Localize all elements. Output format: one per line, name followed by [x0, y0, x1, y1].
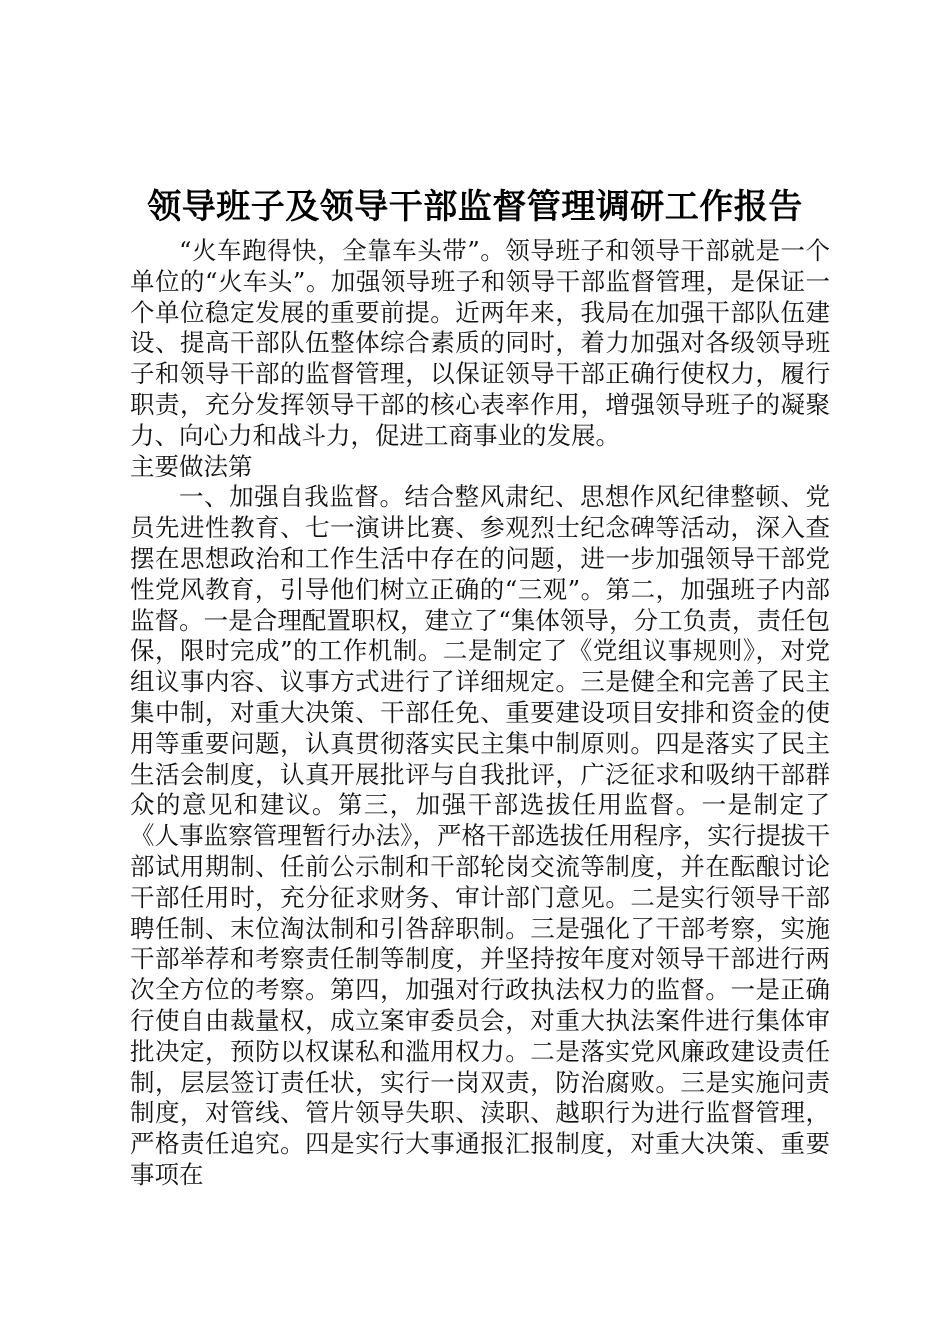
paragraph-main: 一、加强自我监督。结合整风肃纪、思想作风纪律整顿、党员先进性教育、七一演讲比赛、参观烈士纪念碑等活动，深入查摆在思想政治和工作生活中存在的问题，进一步加强领导干部党性党风教育，引导他们树立正确的“三观”。第二，加强班子内部监督。一是合理配置职权，建立了“集体领导，分工负责，责任包保，限时完成”的工作机制。二是制定了《党组议事规则》，对党组议事内容、议事方式进行了详细规定。三是健全和完善了民主集中制，对重大决策、干部任免、重要建设项目安排和资金的使用等重要问题，认真贯彻落实民主集中制原则。四是落实了民主生活会制度，认真开展批评与自我批评，广泛征求和吸纳干部群众的意见和建议。第三，加强干部选拔任用监督。一是制定了《人事监察管理暂行办法》，严格干部选拔任用程序，实行提拔干部试用期制、任前公示制和干部轮岗交流等制度，并在酝酿讨论干部任用时，充分征求财务、审计部门意见。二是实行领导干部聘任制、末位淘汰制和引咎辞职制。三是强化了干部考察，实施干部举荐和考察责任制等制度，并坚持按年度对领导干部进行两次全方位的考察。第四，加强对行政执法权力的监督。一是正确行使自由裁量权，成立案审委员会，对重大执法案件进行集体审批决定，预防以权谋私和滥用权力。二是落实党风廉政建设责任制，层层签订责任状，实行一岗双责，防治腐败。三是实施问责制度，对管线、管片领导失职、渎职、越职行为进行监督管理，严格责任追究。四是实行大事通报汇报制度，对重大决策、重要事项在 [130, 482, 830, 1189]
document-body [130, 236, 830, 1191]
document-title: 领导班子及领导干部监督管理调研工作报告 [147, 187, 803, 227]
paragraph-heading: 主要做法第 [130, 451, 253, 481]
paragraph-intro: “火车跑得快，全靠车头带”。领导班子和领导干部就是一个单位的“火车头”。加强领导班子和领导干部监督管理，是保证一个单位稳定发展的重要前提。近两年来，我局在加强干部队伍建设、提高干部队伍整体综合素质的同时，着力加强对各级领导班子和领导干部的监督管理，以保证领导干部正确行使权力，履行职责，充分发挥领导干部的核心表率作用，增强领导班子的凝聚力、向心力和战斗力，促进工商事业的发展。 [130, 236, 830, 450]
